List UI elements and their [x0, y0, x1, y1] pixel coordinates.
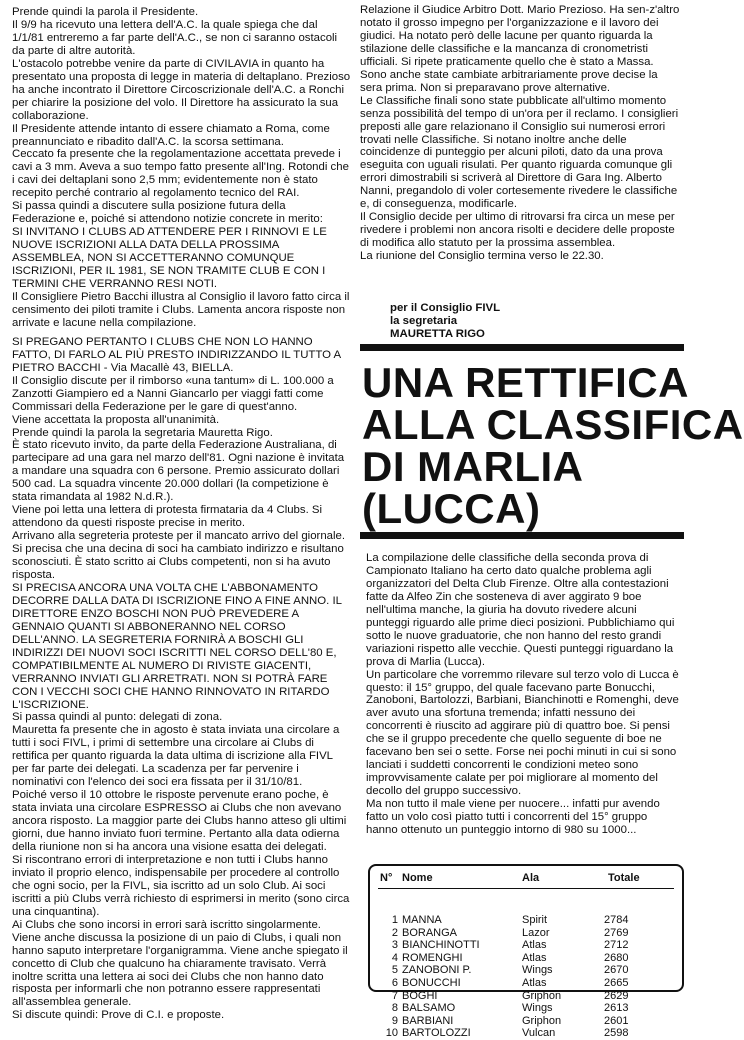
article-body	[366, 552, 680, 837]
paragraph: L'ostacolo potrebbe venire da parte di CIVILAVIA in quanto ha presentato una proposta di legge in materia di deltaplano. Prezioso ha anche incontrato il Direttore Circoscrizionale dell'A.C. a Ronchi per chiarire la posizione del volo. Il Direttore ha assicurato la sua collaborazione.	[12, 57, 351, 122]
paragraph: Ai Clubs che sono incorsi in errori sarà iscritto singolarmente. Viene anche discussa la posizione di un paio di Clubs, i quali non hanno saputo interpretare l'organigramma. Viene anche spiegato il concetto di Club che qualcuno ha chiaramente travisato. Verrà inoltre scritta una lettera ai soci dei Clubs che non hanno dato risposta per informarli che non potranno essere rappresentati all'assemblea generale.	[12, 918, 348, 1009]
total-cell: 2613	[604, 1002, 629, 1015]
rank-cell: 7	[391, 989, 398, 1002]
divider-bar	[360, 344, 684, 351]
pilot-name-cell: MANNA	[402, 914, 442, 926]
results-table	[368, 864, 684, 1040]
total-cell: 2769	[604, 926, 629, 939]
wing-cell: Atlas	[522, 951, 547, 964]
paragraph: Il Consiglio decide per ultimo di ritrovarsi fra circa un mese per rivedere i problemi non ancora risolti e decidere delle proposte di modifica allo statuto per la prossima assemblea.	[360, 211, 675, 250]
wing-cell: Wings	[522, 964, 553, 977]
rank-cell: 4	[391, 951, 398, 964]
paragraph: Mauretta fa presente che in agosto è stata inviata una circolare a tutti i soci FIVL, i primi di settembre una circolare ai Clubs di rettifica per quanto riguarda la data ultima di iscrizione alla FIVL per far parte dei delegati. La scadenza per far pervenire i nominativi con l'elenco dei soci era fissata per il 31/10/81.	[12, 724, 340, 789]
pilot-name-cell: BIANCHINOTTI	[402, 939, 480, 952]
table-row	[370, 1015, 682, 1028]
table-row	[370, 1027, 682, 1040]
paragraph: Viene accettata la proposta all'unanimità.	[12, 413, 220, 426]
signature-line: MAURETTA RIGO	[390, 328, 485, 340]
pilot-name-cell: BALSAMO	[402, 1002, 456, 1015]
paragraph: Si riscontrano errori di interpretazione e non tutti i Clubs hanno inviato il proprio elenco, indispensabile per procedere al controllo che ogni socio, per la FIVL, sia iscritto ad un solo Club. Ai soci iscritti a più Clubs verrà richiesto di esprimersi in merito (sono circa una cinquantina).	[12, 853, 350, 918]
pilot-name-cell: BORANGA	[402, 926, 458, 939]
total-cell: 2670	[604, 964, 629, 977]
total-cell: 2712	[604, 939, 629, 952]
paragraph: Si passa quindi a discutere sulla posizione futura della Federazione e, poiché si attendono notizie concrete in merito:	[12, 200, 323, 226]
signature-line: per il Consiglio FIVL	[390, 302, 501, 314]
header-name: Nome	[402, 872, 433, 884]
article-headline	[362, 359, 744, 532]
table-row	[370, 1002, 682, 1015]
article-paragraph: Un particolare che vorremmo rilevare sul terzo volo di Lucca è questo: il 15° gruppo, del quale facevano parte Bonucchi, Zanoboni, Bartolozzi, Barbiani, Bianchinotti e Romenghi, deve aver avuto una sfortuna tremenda; infatti nessuno dei concorrenti è riuscito ad aggirare più di quattro boe. Si pensi che se il gruppo precedente che quello seguente di boe ne facevano ben sei o sette. Forse nei pochi minuti in cui si sono lanciati i suddetti concorrenti le condizioni meteo sono improvvisamente calate per poi migliorare al momento del decollo del gruppo successivo.	[366, 668, 679, 798]
paragraph: Relazione il Giudice Arbitro Dott. Mario Prezioso. Ha sen-z'altro notato il grosso impegno per l'organizzazione e il lavoro dei giudici. Ha notato però delle lacune per quanto riguarda la stilazione delle classifiche e la mancanza di cronometristi ufficiali. Si ripete praticamente quello che è stato a Massa.	[360, 4, 680, 68]
paragraph: Si discute quindi: Prove di C.I. e proposte.	[12, 1009, 225, 1022]
rank-cell: 5	[391, 964, 398, 977]
table-row	[370, 939, 682, 952]
rank-cell: 1	[391, 914, 398, 926]
paragraph: Il 9/9 ha ricevuto una lettera dell'A.C. la quale spiega che dal 1/1/81 entreremo a far parte dell'A.C., se non ci saranno ostacoli da parte di altre autorità.	[12, 18, 338, 57]
paragraph: SI INVITANO I CLUBS AD ATTENDERE PER I RINNOVI E LE NUOVE ISCRIZIONI ALLA DATA DELLA PROSSIMA ASSEMBLEA, NON SI ACCETTERANNO COMUNQUE ISCRIZIONI, PER IL 1981, SE NON TRAMITE CLUB E CON I TERMINI CHE VERRANNO RESI NOTI.	[12, 226, 327, 291]
paragraph: SI PREGANO PERTANTO I CLUBS CHE NON LO HANNO FATTO, DI FARLO AL PIÙ PRESTO INDIRIZZANDO IL TUTTO A PIETRO BACCHI - Via Macallè 43, BIELLA.	[12, 335, 341, 374]
signature-block	[360, 302, 690, 341]
paragraph: Prende quindi la parola il Presidente.	[12, 6, 199, 18]
total-cell: 2680	[604, 951, 629, 964]
paragraph: SI PRECISA ANCORA UNA VOLTA CHE L'ABBONAMENTO DECORRE DALLA DATA DI ISCRIZIONE FINO A FINE ANNO. IL DIRETTORE ENZO BOSCHI NON PUÒ PREVEDERE A GENNAIO QUANTI SI ABBONERANNO NEL CORSO DELL'ANNO. LA SEGRETERIA FORNIRÀ A BOSCHI GLI INDIRIZZI DEI NUOVI SOCI ISCRITTI NEL CORSO DELL'80 E, COMPATIBILMENTE AL NUMERO DI RIVISTE GIACENTI, VERRANNO INVIATI GLI ARRETRATI. NON SI POTRÀ FARE CON I VECCHI SOCI CHE HANNO RINNOVATO IN RITARDO L'ISCRIZIONE.	[12, 581, 342, 711]
minutes-continuation	[360, 4, 682, 263]
table-rows	[370, 914, 682, 1040]
table-row	[370, 914, 682, 927]
left-column	[12, 6, 352, 1022]
rank-cell: 8	[391, 1002, 398, 1015]
pilot-name-cell: BOGHI	[402, 989, 438, 1002]
total-cell: 2784	[604, 914, 629, 926]
pilot-name-cell: BARBIANI	[402, 1014, 454, 1027]
header-number: N°	[380, 872, 393, 884]
headline-line: UNA RETTIFICA	[362, 359, 689, 406]
paragraph: Ceccato fa presente che la regolamentazione accettata prevede i cavi a 3 mm. Aveva a suo tempo fatto presente all'Ing. Rotondi che i cavi dei deltaplani sono 2,5 mm; evidentemente non è stato recepito perché contrario al regolamento tecnico del RAI.	[12, 148, 349, 200]
headline-line: DI MARLIA	[362, 443, 584, 490]
wing-cell: Spirit	[522, 914, 548, 926]
wing-cell: Griphon	[522, 989, 562, 1002]
rank-cell: 3	[391, 939, 398, 952]
paragraph: Il Consiglio discute per il rimborso «una tantum» di L. 100.000 a Zanzotti Giampiero ed a Nanni Giancarlo per viaggi fatti come Commissari della Federazione per le gare di quest'anno.	[12, 374, 334, 413]
header-total: Totale	[608, 872, 640, 884]
paragraph: Prende quindi la parola la segretaria Mauretta Rigo.	[12, 426, 273, 439]
total-cell: 2601	[604, 1014, 629, 1027]
rank-cell: 6	[391, 976, 398, 989]
pilot-name-cell: ZANOBONI P.	[402, 964, 472, 977]
pilot-name-cell: ROMENGHI	[402, 951, 463, 964]
headline-line: (LUCCA)	[362, 485, 541, 532]
rank-cell: 9	[391, 1014, 398, 1027]
total-cell: 2665	[604, 976, 629, 989]
header-rule	[378, 888, 674, 889]
headline-line: ALLA CLASSIFICA	[362, 401, 744, 448]
table-row	[370, 927, 682, 940]
rank-cell: 2	[391, 926, 398, 939]
table-row	[370, 990, 682, 1003]
paragraph: Il Presidente attende intanto di essere chiamato a Roma, come preannunciato e ribadito dall'A.C. la scorsa settimana.	[12, 122, 330, 148]
wing-cell: Griphon	[522, 1014, 562, 1027]
total-cell: 2629	[604, 989, 629, 1002]
table-row	[370, 952, 682, 965]
wing-cell: Atlas	[522, 939, 547, 952]
paragraph: Le Classifiche finali sono state pubblicate all'ultimo momento senza possibilità del tempo di un'ora per il reclamo. I consiglieri preposti alle gare relazionano il Consiglio sui numerosi errori trovati nelle Classifiche. Si notano inoltre anche delle coincidenze di punteggio per alcuni piloti, dato da una prova eseguita con uguali risulati. Per quanto riguarda comunque gli errori dimostrabili si scriverà al Direttore di Gara Ing. Alberto Nanni, pregandolo di voler cortesemente rivedere le classifiche e, di conseguenza, modificarle.	[360, 94, 679, 211]
pilot-name-cell: BARTOLOZZI	[402, 1027, 471, 1040]
divider-bar	[360, 532, 684, 539]
article-paragraph: Ma non tutto il male viene per nuocere... infatti pur avendo fatto un volo così piatto tutti i concorrenti del 15° gruppo hanno ottenuto un punteggio intorno di 980 su 1000...	[366, 798, 660, 837]
total-cell: 2598	[604, 1027, 629, 1040]
header-wing: Ala	[522, 872, 540, 884]
paragraph: È stato ricevuto invito, da parte della Federazione Australiana, di partecipare ad una gara nel marzo dell'81. Ogni nazione è invitata a mandare una squadra con 6 persone. Premio assicurato dollari 500 cad. La squadra vincente 20.000 dollari (la competizione è stata rimandata al 1982 N.d.R.).	[12, 439, 345, 504]
signature-line: la segretaria	[390, 315, 458, 327]
paragraph: La riunione del Consiglio termina verso le 22.30.	[360, 250, 604, 263]
paragraph: Arrivano alla segreteria proteste per il mancato arrivo del giornale. Si precisa che una decina di soci ha cambiato indirizzo e risultano sconosciuti. È stato scritto ai Clubs competenti, non si ha avuto risposta.	[12, 530, 346, 581]
wing-cell: Atlas	[522, 976, 547, 989]
paragraph: Si passa quindi al punto: delegati di zona.	[12, 711, 223, 724]
pilot-name-cell: BONUCCHI	[402, 976, 461, 989]
paragraph: Il Consigliere Pietro Bacchi illustra al Consiglio il lavoro fatto circa il censimento dei piloti tramite i Clubs. Lamenta ancora risposte non arrivate e lacune nella compilazione.	[12, 290, 350, 329]
table-row	[370, 977, 682, 990]
rank-cell: 10	[385, 1027, 398, 1040]
wing-cell: Vulcan	[522, 1027, 556, 1040]
article-paragraph: La compilazione delle classifiche della seconda prova di Campionato Italiano ha certo dato qualche problema agli organizzatori del Delta Club Firenze. Oltre alla contestazioni fatte da Alfeo Zin che sosteneva di aver aggirato 9 boe nell'ultima manche, la giuria ha dovuto rivedere alcuni punteggi riguardo alle prime dieci posizioni. Pubblichiamo qui sotto le nuove graduatorie, che non hanno del resto grandi variazioni rispetto alle vecchie. Questi punteggi riguardano la prova di Marlia (Lucca).	[366, 552, 675, 668]
paragraph: Sono anche state cambiate arbitrariamente prove decise la sera prima. Non si preparavano prove alternative.	[360, 68, 658, 94]
wing-cell: Wings	[522, 1002, 553, 1015]
wing-cell: Lazor	[522, 926, 550, 939]
table-row	[370, 964, 682, 977]
paragraph: Viene poi letta una lettera di protesta firmataria da 4 Clubs. Si attendono da questi risposte precise in merito.	[12, 504, 323, 530]
table-header	[370, 872, 682, 886]
paragraph: Poiché verso il 10 ottobre le risposte pervenute erano poche, è stata inviata una circolare ESPRESSO ai Clubs che non avevano ancora risposto. La maggior parte dei Clubs hanno atteso gli ultimi giorni, due hanno inviato fuori termine. Pertanto alla data odierna della riunione non si ha ancora una visione esatta dei delegati.	[12, 789, 347, 853]
